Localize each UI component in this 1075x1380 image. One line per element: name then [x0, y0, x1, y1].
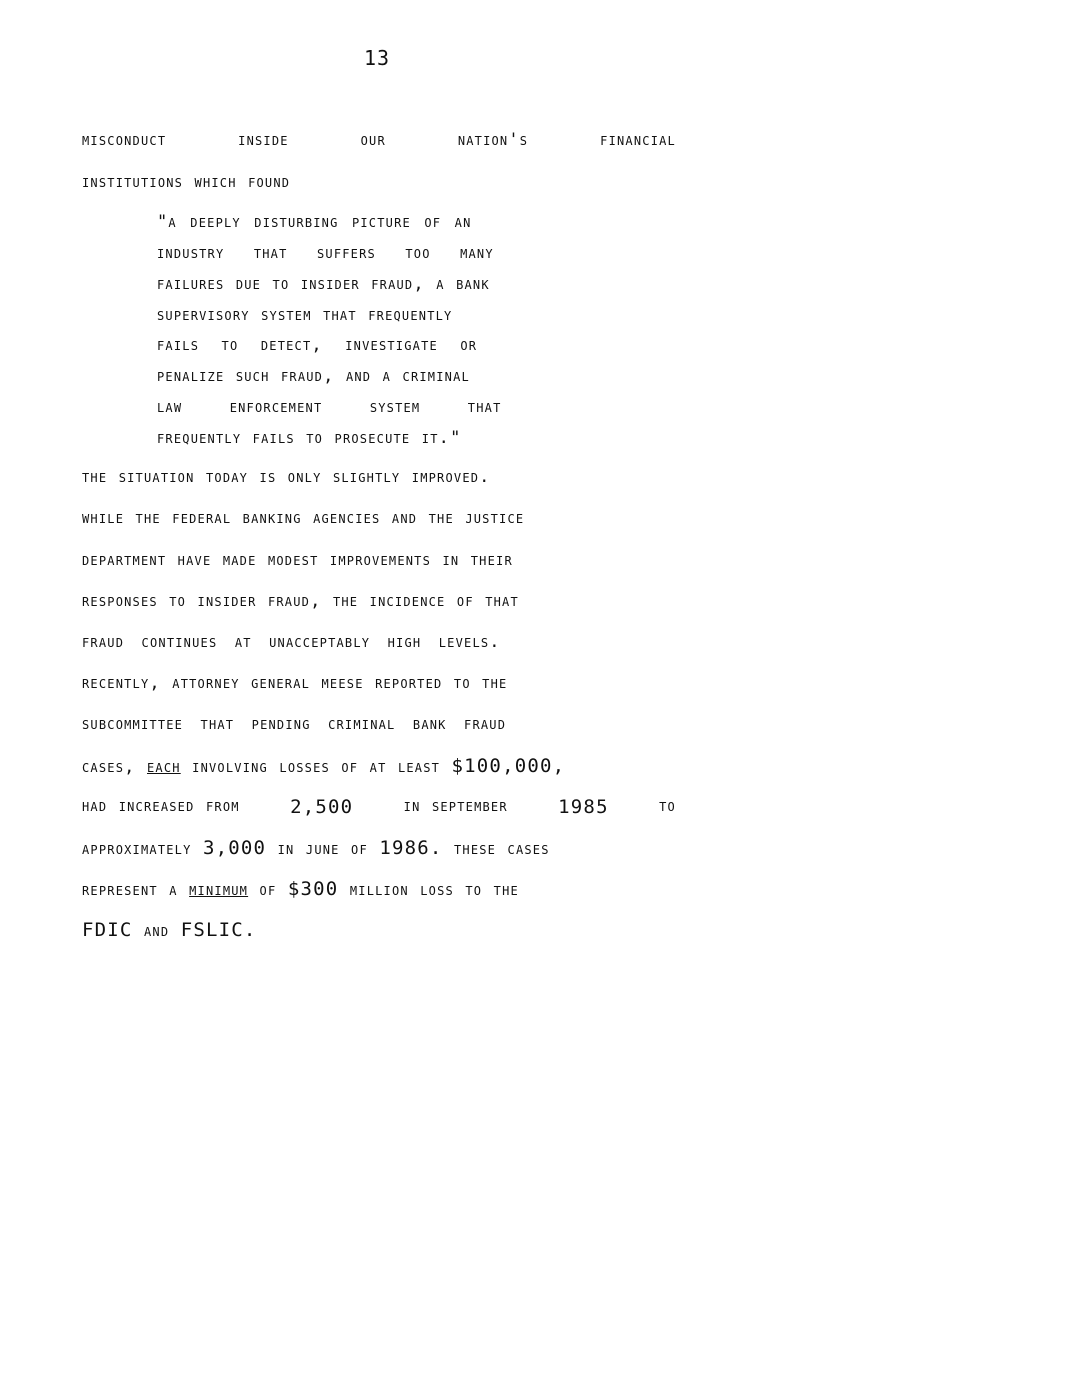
quote-line-3: failures due to insider fraud, a bank: [157, 274, 490, 294]
year: 1985: [558, 796, 609, 818]
paragraph-line-11: [82, 878, 676, 900]
text-segment: had increased from: [82, 796, 240, 816]
quote-line-1: "a deeply disturbing picture of an: [157, 212, 472, 232]
number: 3,000: [202, 837, 267, 859]
page-number: 13: [364, 46, 391, 70]
paragraph-line-9: [82, 796, 676, 818]
text-segment: to: [659, 796, 676, 816]
emphasis-minimum: minimum: [189, 880, 249, 900]
text-segment: and: [144, 921, 170, 941]
paragraph-line-1: the situation today is only slightly improved.: [82, 467, 491, 487]
text-segment: approximately: [82, 839, 192, 859]
acronym: FSLIC.: [180, 919, 257, 941]
text-segment: of: [259, 880, 277, 900]
paragraph-line-3: department have made modest improvements in their: [82, 550, 513, 570]
text-segment: cases,: [82, 757, 136, 777]
paragraph-line-4: responses to insider fraud, the incidence of that: [82, 591, 519, 611]
intro-word: misconduct: [82, 130, 167, 150]
paragraph-line-5: fraud continues at unacceptably high levels.: [82, 632, 501, 652]
text-segment: these cases: [453, 839, 550, 859]
quote-line-2: industry that suffers too many: [157, 243, 494, 263]
paragraph-line-2: while the federal banking agencies and the justice: [82, 508, 525, 528]
emphasis-each: each: [147, 757, 181, 777]
intro-word: nation's: [457, 130, 529, 150]
text-segment: involving losses of at least: [192, 757, 441, 777]
acronym: FDIC: [82, 919, 133, 941]
amount: $100,000,: [451, 755, 566, 777]
intro-word: our: [360, 130, 386, 150]
paragraph-line-7: subcommittee that pending criminal bank fraud: [82, 714, 507, 734]
paragraph-line-12: [82, 919, 676, 941]
quote-line-6: penalize such fraud, and a criminal: [157, 366, 470, 386]
text-segment: in june of: [277, 839, 368, 859]
text-segment: represent a: [82, 880, 178, 900]
paragraph-line-8: [82, 755, 676, 777]
number: 2,500: [290, 796, 354, 818]
quote-line-4: supervisory system that frequently: [157, 305, 453, 325]
text-segment: in september: [403, 796, 508, 816]
intro-word: financial: [600, 130, 676, 150]
amount: $300: [287, 878, 339, 900]
quote-line-8: frequently fails to prosecute it.": [157, 428, 462, 448]
quote-line-5: fails to detect, investigate or: [157, 335, 478, 355]
intro-line-1: [82, 130, 676, 150]
year: 1986.: [379, 837, 443, 859]
paragraph-line-6: recently, attorney general meese reported to the: [82, 673, 508, 693]
paragraph-line-10: [82, 837, 676, 859]
text-segment: million loss to the: [349, 880, 519, 900]
intro-line-2: institutions which found: [82, 172, 291, 192]
quote-line-7: law enforcement system that: [157, 397, 502, 417]
intro-word: inside: [238, 130, 289, 150]
